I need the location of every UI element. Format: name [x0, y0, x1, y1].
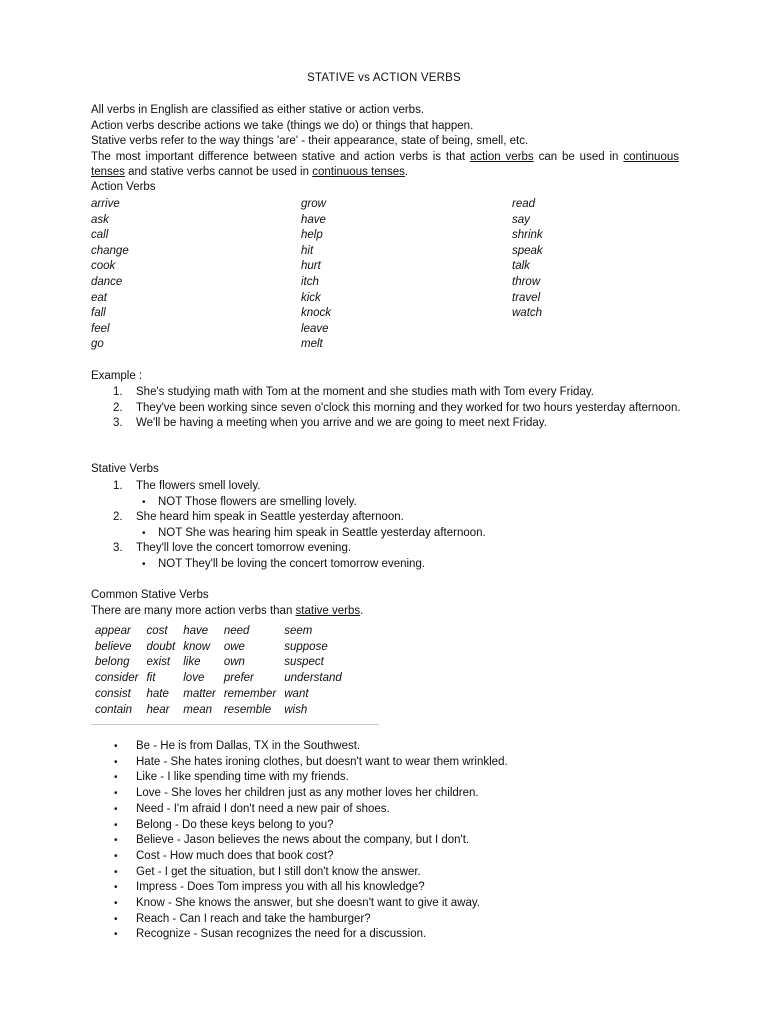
intro-line: Action verbs describe actions we take (things we do) or things that happen.	[91, 119, 474, 132]
table-row	[91, 671, 346, 687]
subtitle-text: There are many more action verbs than	[91, 605, 296, 617]
item-number: 2.	[113, 511, 123, 524]
common-stative-subtitle	[91, 605, 363, 617]
action-verbs-column	[301, 197, 331, 353]
table-row	[91, 703, 346, 719]
table-cell: have	[183, 625, 209, 637]
bullet-icon: •	[114, 898, 118, 910]
action-verb: have	[301, 213, 326, 226]
bullet-icon: •	[142, 496, 146, 508]
action-verb: watch	[512, 307, 543, 320]
action-verb: travel	[512, 291, 541, 304]
intro-text: and stative verbs cannot be used in	[124, 166, 313, 179]
bullet-icon: •	[114, 741, 118, 752]
table-cell: prefer	[223, 672, 254, 685]
example-list	[91, 385, 691, 432]
table-cell: want	[284, 687, 309, 700]
item-number: 3.	[113, 542, 123, 555]
table-cell: owe	[223, 640, 245, 653]
stative-verbs-link[interactable]: stative verbs	[295, 605, 361, 617]
stative-example-item	[91, 833, 691, 849]
bullet-icon: •	[114, 866, 118, 878]
table-cell: know	[183, 640, 211, 653]
example-sentence: She's studying math with Tom at the moment and she studies math with Tom every Friday.	[136, 386, 594, 398]
stative-example-text: Be - He is from Dallas, TX in the Southwest.	[136, 740, 361, 752]
table-cell: appear	[95, 625, 131, 637]
table-cell: fit	[146, 672, 156, 685]
example-item	[91, 401, 691, 417]
bullet-icon: •	[142, 527, 146, 539]
table-cell: contain	[95, 703, 133, 716]
table-cell: wish	[284, 703, 308, 716]
bullet-icon: •	[114, 803, 118, 815]
action-verb: read	[512, 198, 536, 210]
action-verb: go	[91, 338, 104, 351]
intro-text: can be used in	[533, 150, 624, 163]
counter-example	[91, 495, 691, 511]
action-verb: shrink	[512, 229, 543, 242]
action-verbs-heading: Action Verbs	[91, 181, 156, 193]
action-verb: eat	[91, 291, 107, 304]
intro-line: Stative verbs refer to the way things 'are' - their appearance, state of being, smell, etc.	[91, 135, 529, 148]
stative-example-item	[91, 770, 691, 786]
bullet-icon: •	[142, 558, 146, 570]
example-sentence: We'll be having a meeting when you arrive and we are going to meet next Friday.	[136, 417, 547, 430]
counter-example	[91, 557, 691, 573]
table-cell: hate	[146, 687, 169, 700]
continuous-tenses-link[interactable]: continuous tenses	[312, 166, 405, 179]
stative-verbs-heading: Stative Verbs	[91, 463, 159, 475]
action-verb: feel	[91, 322, 110, 335]
table-cell: doubt	[146, 640, 176, 653]
action-verb: change	[91, 244, 129, 257]
stative-item	[91, 479, 691, 495]
bullet-icon: •	[114, 756, 118, 768]
action-verb: itch	[301, 275, 319, 288]
table-cell: matter	[183, 687, 216, 700]
intro-text: The most important difference between stative and action verbs is that	[91, 150, 470, 163]
stative-example-text: Cost - How much does that book cost?	[136, 849, 334, 862]
table-row	[91, 655, 346, 671]
action-verb: hurt	[301, 260, 321, 273]
table-cell: seem	[284, 625, 313, 637]
action-verb: leave	[301, 322, 329, 335]
intro-text: .	[404, 166, 409, 179]
item-number: 1.	[113, 480, 123, 492]
stative-sentence: The flowers smell lovely.	[136, 480, 261, 492]
example-item	[91, 416, 691, 432]
stative-example-item	[91, 802, 691, 818]
stative-example-text: Love - She loves her children just as any mother loves her children.	[136, 787, 479, 800]
action-verb: say	[512, 213, 530, 226]
action-verb: arrive	[91, 198, 120, 210]
stative-item	[91, 510, 691, 526]
table-cell: love	[183, 672, 205, 685]
intro-line	[91, 150, 679, 181]
intro-line: All verbs in English are classified as either stative or action verbs.	[91, 104, 425, 116]
stative-example-text: Hate - She hates ironing clothes, but doesn't want to wear them wrinkled.	[136, 755, 508, 768]
table-cell: consist	[95, 687, 131, 700]
bullet-icon: •	[114, 929, 118, 941]
table-cell: suppose	[284, 640, 328, 653]
stative-example-text: Reach - Can I reach and take the hamburger?	[136, 912, 371, 925]
action-verb: call	[91, 229, 109, 242]
stative-example-item	[91, 896, 691, 912]
action-verb: fall	[91, 307, 106, 320]
table-cell: remember	[223, 687, 277, 700]
action-verb: melt	[301, 338, 323, 351]
table-cell: cost	[146, 625, 168, 637]
table-cell: mean	[183, 703, 213, 716]
action-verb: hit	[301, 244, 314, 257]
action-verb: help	[301, 229, 323, 242]
stative-example-text: Get - I get the situation, but I still don't know the answer.	[136, 865, 421, 878]
counter-example-text: NOT She was hearing him speak in Seattle yesterday afternoon.	[158, 526, 486, 539]
action-verb: kick	[301, 291, 321, 304]
stative-example-item	[91, 865, 691, 881]
stative-item	[91, 541, 691, 557]
table-divider	[91, 724, 379, 725]
bullet-icon: •	[114, 835, 118, 847]
bullet-icon: •	[114, 819, 118, 831]
stative-example-text: Know - She knows the answer, but she doesn't want to give it away.	[136, 897, 480, 910]
bullet-icon: •	[114, 772, 118, 784]
stative-sentence: She heard him speak in Seattle yesterday afternoon.	[136, 511, 404, 524]
table-cell: resemble	[223, 703, 272, 716]
table-row	[91, 640, 346, 656]
stative-example-item	[91, 927, 691, 943]
action-verb: grow	[301, 198, 326, 210]
example-heading: Example :	[91, 370, 143, 382]
page-title: STATIVE vs ACTION VERBS	[307, 72, 461, 84]
table-cell: belong	[95, 656, 130, 669]
stative-example-item	[91, 786, 691, 802]
table-cell: like	[183, 656, 201, 669]
table-cell: suspect	[284, 656, 324, 669]
table-row	[91, 687, 346, 703]
subtitle-text: .	[360, 605, 364, 617]
counter-example-text: NOT Those flowers are smelling lovely.	[158, 495, 357, 508]
action-verbs-link[interactable]: action verbs	[469, 150, 534, 163]
stative-example-text: Like - I like spending time with my friends.	[136, 771, 349, 784]
bullet-icon: •	[114, 788, 118, 800]
counter-example	[91, 526, 691, 542]
table-row	[91, 624, 346, 640]
stative-example-item	[91, 912, 691, 928]
stative-verbs-list	[91, 479, 691, 573]
stative-example-item	[91, 818, 691, 834]
table-cell: own	[223, 656, 245, 669]
stative-example-text: Recognize - Susan recognizes the need for a discussion.	[136, 928, 427, 941]
action-verb: dance	[91, 275, 123, 288]
common-stative-heading: Common Stative Verbs	[91, 589, 209, 601]
table-cell: understand	[284, 672, 342, 685]
stative-example-item	[91, 739, 691, 755]
table-cell: consider	[95, 672, 139, 685]
item-number: 1.	[113, 386, 123, 398]
item-number: 3.	[113, 417, 123, 430]
item-number: 2.	[113, 401, 123, 414]
stative-sentence: They'll love the concert tomorrow evening.	[136, 542, 352, 555]
table-cell: need	[223, 625, 250, 637]
bullet-icon: •	[114, 850, 118, 862]
example-item	[91, 385, 691, 401]
stative-example-text: Belong - Do these keys belong to you?	[136, 818, 334, 831]
action-verbs-column	[91, 197, 129, 353]
stative-verbs-table	[91, 624, 346, 718]
action-verb: knock	[301, 307, 332, 320]
action-verb: speak	[512, 244, 543, 257]
stative-example-text: Impress - Does Tom impress you with all his knowledge?	[136, 881, 425, 894]
bullet-icon: •	[114, 882, 118, 894]
action-verb: throw	[512, 275, 541, 288]
intro-paragraph	[91, 103, 679, 181]
bullet-icon: •	[114, 913, 118, 925]
table-cell: believe	[95, 640, 132, 653]
action-verb: ask	[91, 213, 109, 226]
stative-example-item	[91, 849, 691, 865]
stative-example-item	[91, 880, 691, 896]
action-verbs-column	[512, 197, 543, 322]
action-verb: cook	[91, 260, 116, 273]
stative-example-item	[91, 755, 691, 771]
table-cell: hear	[146, 703, 170, 716]
table-cell: exist	[146, 656, 171, 669]
example-sentence: They've been working since seven o'clock this morning and they worked for two hours yesterday afternoon.	[136, 401, 681, 414]
stative-example-text: Need - I'm afraid I don't need a new pair of shoes.	[136, 802, 390, 815]
action-verb: talk	[512, 260, 530, 273]
stative-example-text: Believe - Jason believes the news about the company, but I don't.	[136, 834, 470, 847]
stative-examples-list	[91, 739, 691, 943]
counter-example-text: NOT They'll be loving the concert tomorrow evening.	[158, 557, 426, 570]
continuous-tenses-link[interactable]: continuous tenses	[91, 150, 679, 179]
